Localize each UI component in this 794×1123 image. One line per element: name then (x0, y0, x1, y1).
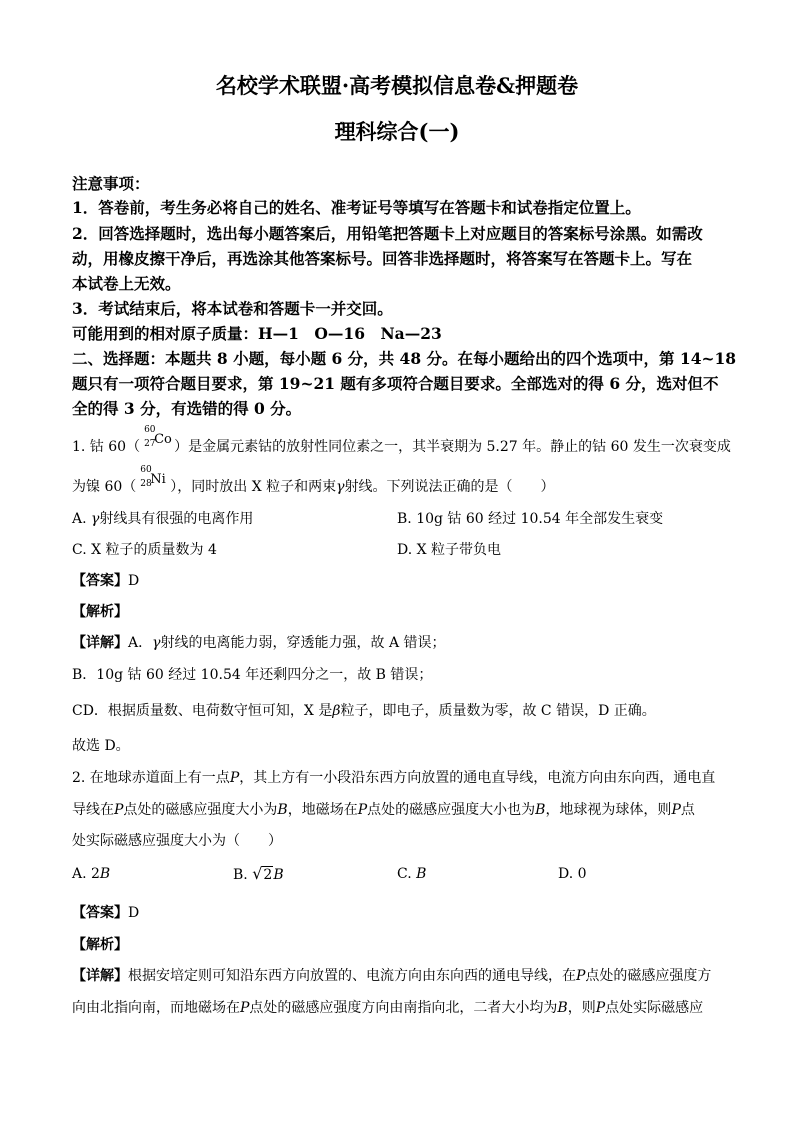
q2-detail-line-1: 【详解】根据安培定则可知沿东西方向放置的、电流方向由东向西的通电导线，在P点处的磁感应强度方 (72, 968, 712, 984)
q2-stem-line-2: 导线在P点处的磁感应强度大小为B，地磁场在P点处的磁感应强度大小也为B，地球视为球体，则P点 (72, 802, 695, 818)
q2-option-c: C. B (397, 866, 427, 882)
notes-item-2c: 本试卷上无效。 (72, 274, 181, 293)
q2-stem-line-1: 2. 在地球赤道面上有一点P，其上方有一小段沿东西方向放置的通电直导线，电流方向由东向西，通电直 (72, 770, 716, 786)
q1-option-b: B. 10g 钴 60 经过 10.54 年全部发生衰变 (397, 511, 664, 527)
q1-conclusion: 故选 D。 (72, 738, 130, 754)
q1-stem-line-1: 1. 钴 60（ 60 27 Co ）是金属元素钴的放射性同位素之一，其半衰期为 5.27 年。静止的钴 60 发生一次衰变成 (72, 425, 731, 455)
notes-heading: 注意事项： (72, 174, 150, 193)
q1-stem-line-2: 为镍 60（ 60 28 Ni ），同时放出 X 粒子和两束γ射线。下列说法正确的是（ ） (72, 465, 555, 495)
nickel-nuclide: 60 28 Ni (140, 465, 166, 489)
atomic-masses: 可能用到的相对原子质量：H—1 O—16 Na—23 (72, 324, 442, 343)
q1-detail-line-1: 【详解】A．γ射线的电离能力弱，穿透能力强，故 A 错误； (72, 635, 446, 651)
q2-option-d: D. 0 (558, 866, 587, 882)
q2-stem-line-3: 处实际磁感应强度大小为（ ） (72, 833, 282, 849)
notes-item-1: 1．答卷前，考生务必将自己的姓名、准考证号等填写在答题卡和试卷指定位置上。 (72, 198, 641, 217)
q2-answer: 【答案】D (72, 905, 140, 921)
notes-item-2b: 动，用橡皮擦干净后，再选涂其他答案标号。回答非选择题时，将答案写在答题卡上。写在 (72, 249, 693, 268)
q1-answer: 【答案】D (72, 573, 140, 589)
q1-option-d: D. X 粒子带负电 (397, 542, 502, 558)
document-title: 名校学术联盟·高考模拟信息卷&押题卷 (215, 73, 579, 98)
section-heading-line-2: 题只有一项符合题目要求，第 19~21 题有多项符合题目要求。全部选对的得 6 分，选对但不 (72, 374, 719, 393)
q2-analysis-label: 【解析】 (72, 937, 128, 953)
q1-detail-line-2: B．10g 钴 60 经过 10.54 年还剩四分之一，故 B 错误； (72, 667, 433, 683)
cobalt-nuclide: 60 27 Co (144, 425, 172, 449)
section-heading-line-1: 二、选择题：本题共 8 小题，每小题 6 分，共 48 分。在每小题给出的四个选项中，第 14~18 (72, 349, 737, 368)
sqrt-symbol: √2 (252, 864, 273, 883)
q1-option-a: A. γ射线具有很强的电离作用 (72, 511, 254, 527)
q2-option-b: B. √2B (233, 864, 284, 883)
q2-option-a: A. 2B (72, 866, 111, 882)
notes-item-2a: 2．回答选择题时，选出每小题答案后，用铅笔把答题卡上对应题目的答案标号涂黑。如需改 (72, 224, 703, 243)
q1-analysis-label: 【解析】 (72, 604, 128, 620)
q2-detail-line-2: 向由北指向南，而地磁场在P点处的磁感应强度方向由南指向北，二者大小均为B，则P点处实际磁感应 (72, 1000, 704, 1016)
notes-item-3: 3．考试结束后，将本试卷和答题卡一并交回。 (72, 299, 393, 318)
document-subtitle: 理科综合(一) (334, 119, 460, 144)
section-heading-line-3: 全的得 3 分，有选错的得 0 分。 (72, 399, 302, 418)
q1-option-c: C. X 粒子的质量数为 4 (72, 542, 217, 558)
q1-detail-line-3: CD．根据质量数、电荷数守恒可知，X 是β粒子，即电子，质量数为零，故 C 错误，D 正确。 (72, 703, 656, 719)
